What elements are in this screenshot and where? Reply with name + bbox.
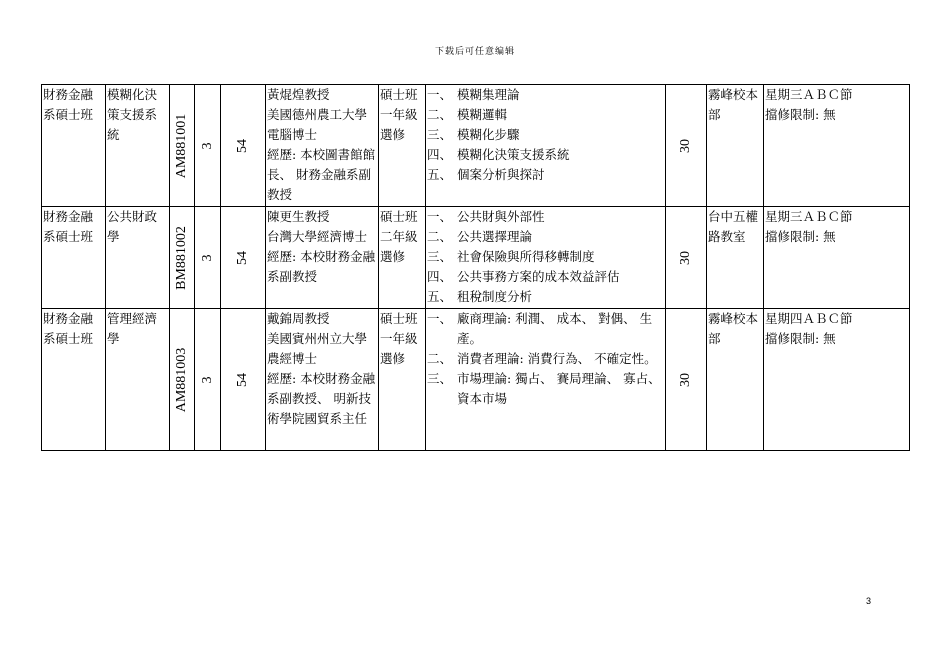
capacity: 30	[678, 250, 693, 265]
topics-cell	[426, 85, 666, 207]
dept-cell: 財務金融系碩士班	[42, 85, 106, 207]
table-row	[42, 85, 910, 207]
instructor-experience: 經歷: 本校圖書館館長、 財務金融系副教授	[267, 147, 376, 202]
instructor-experience: 經歷: 本校財務金融系副教授	[267, 249, 376, 284]
dept-cell: 財務金融系碩士班	[42, 309, 106, 451]
topic-item: 一、 廠商理論: 利潤、 成本、 對偶、 生產。	[427, 311, 653, 346]
credits-cell	[195, 207, 221, 309]
capacity: 30	[678, 138, 693, 153]
credits-cell	[195, 85, 221, 207]
hours-cell	[221, 85, 266, 207]
instructor-cell	[266, 309, 379, 451]
hours: 54	[235, 138, 250, 153]
capacity-cell	[666, 207, 707, 309]
credits: 3	[199, 376, 215, 383]
topic-item: 二、 公共選擇理論	[427, 229, 533, 244]
topic-item: 三、 市場理論: 獨占、 賽局理論、 寡占、 資本市場	[427, 371, 661, 406]
topic-item: 三、 模糊化步驟	[427, 127, 520, 142]
prerequisite-note: 擋修限制: 無	[765, 229, 836, 244]
instructor-degree: 美國賓州州立大學農經博士	[267, 331, 368, 366]
schedule-cell	[764, 85, 910, 207]
course-table	[41, 84, 910, 451]
credits: 3	[199, 142, 215, 149]
topic-item: 二、 消費者理論: 消費行為、 不確定性。	[427, 351, 657, 366]
instructor-name: 黃焜煌教授	[267, 87, 330, 102]
schedule-time: 星期三ＡＢＣ節	[765, 209, 853, 224]
schedule-cell	[764, 207, 910, 309]
instructor-experience: 經歷: 本校財務金融系副教授、 明新技術學院國貿系主任	[267, 371, 376, 426]
course-code-cell	[170, 309, 195, 451]
topic-item: 一、 模糊集理論	[427, 87, 520, 102]
course-name-cell: 模糊化決策支援系統	[106, 85, 170, 207]
instructor-name: 戴錦周教授	[267, 311, 330, 326]
course-code-cell	[170, 85, 195, 207]
page-number: 3	[866, 596, 872, 606]
course-name-cell: 公共財政學	[106, 207, 170, 309]
capacity-cell	[666, 309, 707, 451]
table-row	[42, 207, 910, 309]
credits: 3	[199, 254, 215, 261]
table-row	[42, 309, 910, 451]
instructor-cell	[266, 85, 379, 207]
level-cell: 碩士班二年級選修	[379, 207, 426, 309]
capacity-cell	[666, 85, 707, 207]
prerequisite-note: 擋修限制: 無	[765, 107, 836, 122]
level-cell: 碩士班一年級選修	[379, 85, 426, 207]
schedule-time: 星期四ＡＢＣ節	[765, 311, 853, 326]
topic-item: 二、 模糊邏輯	[427, 107, 508, 122]
course-code: AM881003	[174, 347, 189, 412]
hours: 54	[235, 372, 250, 387]
header-note: 下载后可任意编辑	[434, 47, 515, 57]
hours-cell	[221, 309, 266, 451]
topic-item: 一、 公共財與外部性	[427, 209, 545, 224]
location-cell: 台中五權路教室	[707, 207, 764, 309]
course-code: AM881001	[174, 113, 189, 178]
course-name-cell: 管理經濟學	[106, 309, 170, 451]
location-cell: 霧峰校本部	[707, 309, 764, 451]
schedule-cell	[764, 309, 910, 451]
schedule-time: 星期三ＡＢＣ節	[765, 87, 853, 102]
instructor-cell	[266, 207, 379, 309]
topics-cell	[426, 309, 666, 451]
dept-cell: 財務金融系碩士班	[42, 207, 106, 309]
instructor-name: 陳更生教授	[267, 209, 330, 224]
instructor-degree: 台灣大學經濟博士	[267, 229, 368, 244]
credits-cell	[195, 309, 221, 451]
level-cell: 碩士班一年級選修	[379, 309, 426, 451]
capacity: 30	[678, 372, 693, 387]
location-cell: 霧峰校本部	[707, 85, 764, 207]
hours: 54	[235, 250, 250, 265]
instructor-degree: 美國德州農工大學電腦博士	[267, 107, 368, 142]
hours-cell	[221, 207, 266, 309]
topics-cell	[426, 207, 666, 309]
topic-item: 三、 社會保險與所得移轉制度	[427, 249, 595, 264]
topic-item: 四、 公共事務方案的成本效益評估	[427, 269, 620, 284]
course-code: BM881002	[174, 225, 189, 290]
prerequisite-note: 擋修限制: 無	[765, 331, 836, 346]
topic-item: 五、 租稅制度分析	[427, 289, 533, 304]
course-code-cell	[170, 207, 195, 309]
topic-item: 五、 個案分析與探討	[427, 167, 545, 182]
topic-item: 四、 模糊化決策支援系統	[427, 147, 570, 162]
